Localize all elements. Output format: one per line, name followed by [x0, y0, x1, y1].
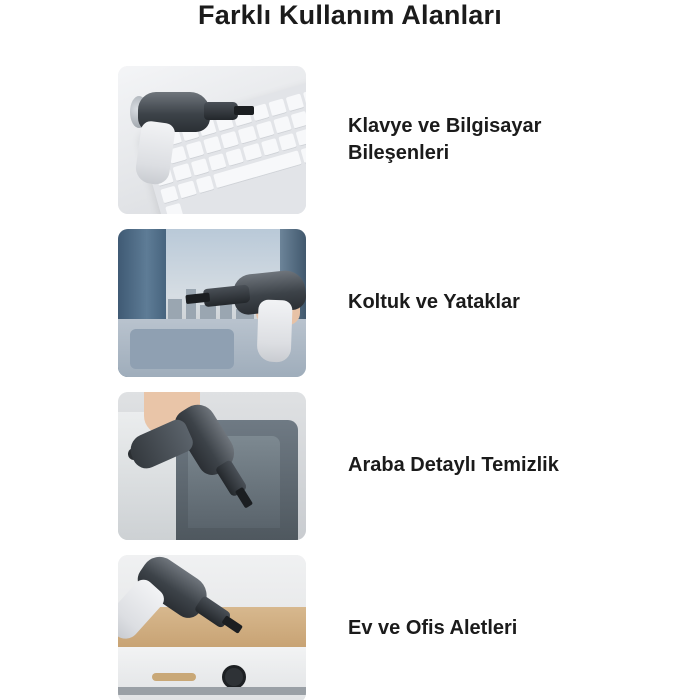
feature-image-keyboard [118, 66, 306, 214]
list-item [0, 58, 700, 221]
page-title: Farklı Kullanım Alanları [198, 0, 502, 30]
list-item [0, 547, 700, 700]
feature-caption: Ev ve Ofis Aletleri [348, 617, 518, 639]
feature-caption: Klavye ve Bilgisayar Bileşenleri [348, 114, 542, 164]
feature-image-car [118, 392, 306, 540]
list-item [0, 221, 700, 384]
feature-caption: Koltuk ve Yataklar [348, 291, 520, 313]
air-blower-device [181, 262, 306, 332]
feature-caption: Araba Detaylı Temizlik [348, 454, 559, 476]
feature-image-sofa [118, 229, 306, 377]
feature-image-drawer [118, 555, 306, 700]
feature-list [0, 58, 700, 700]
air-blower-device [118, 86, 232, 144]
list-item [0, 384, 700, 547]
